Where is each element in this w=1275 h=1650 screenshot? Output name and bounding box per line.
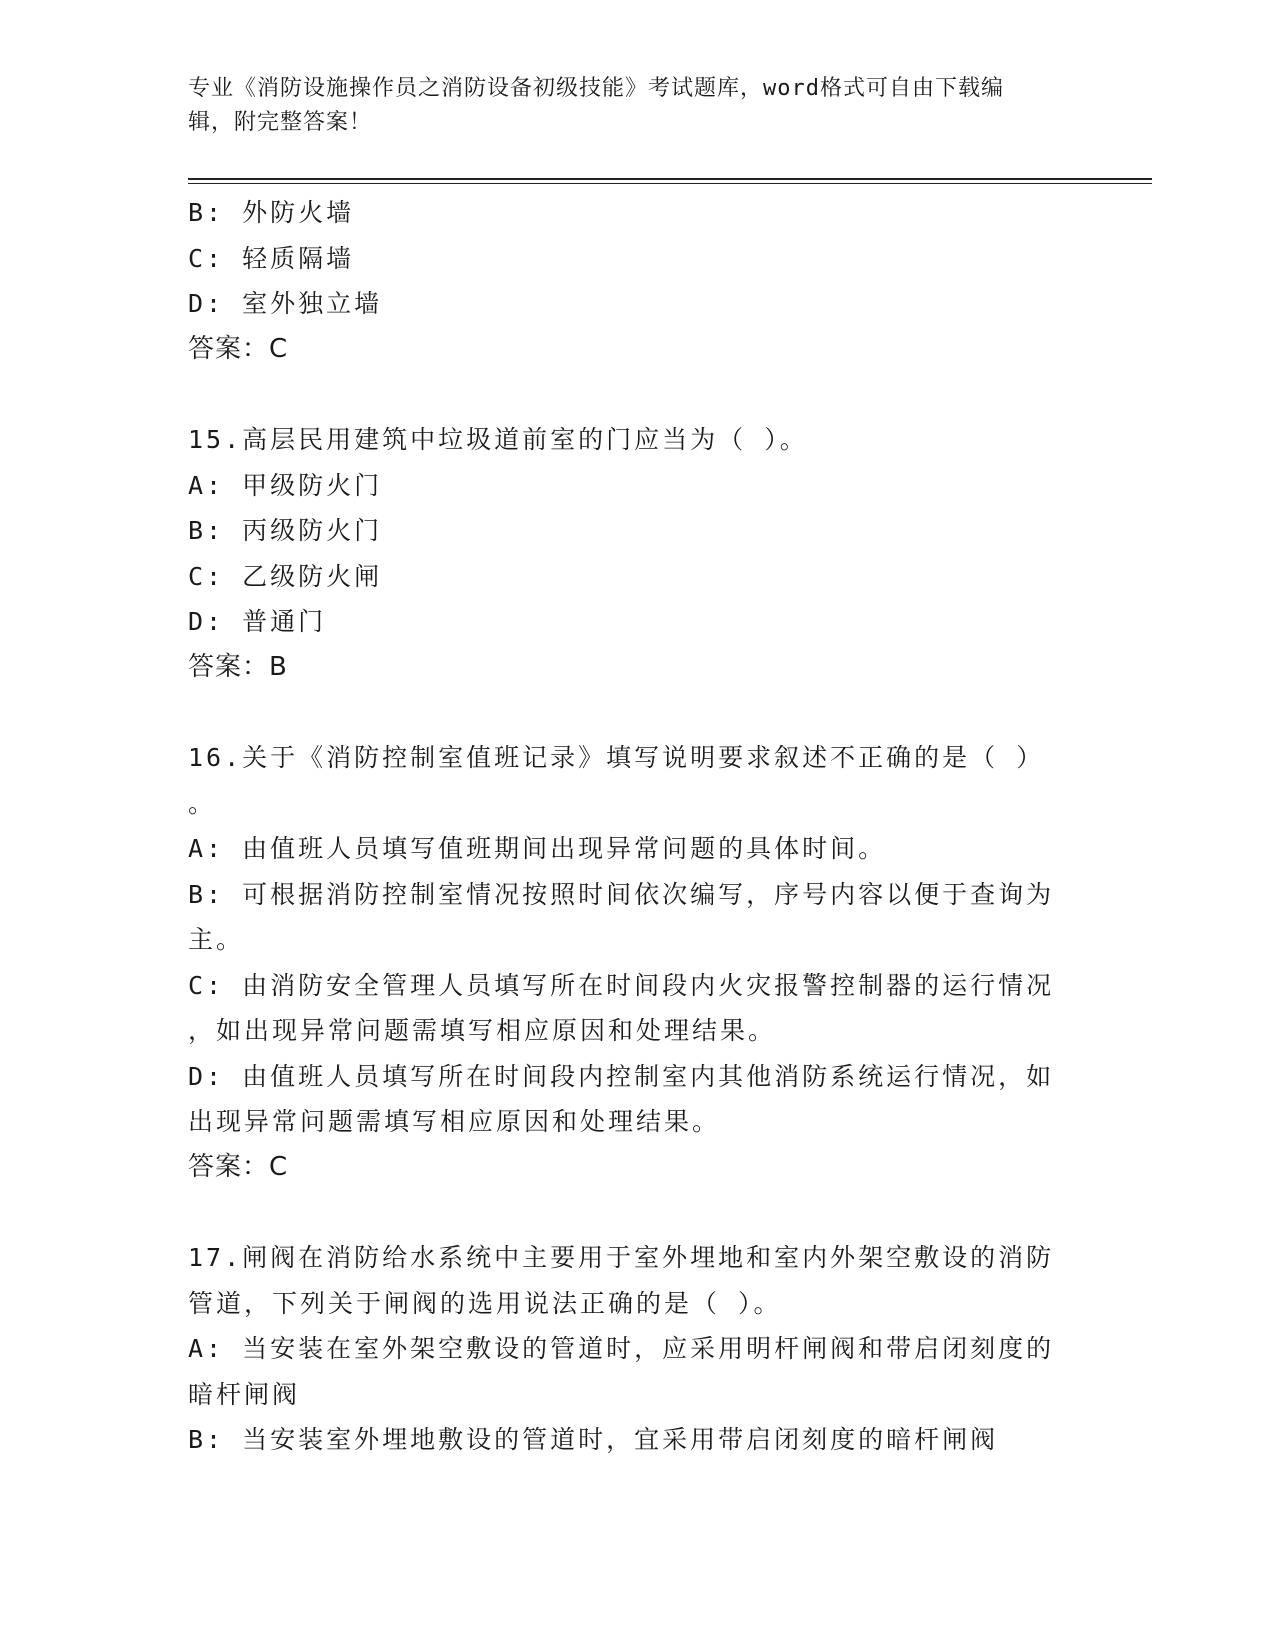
q15-option-b: B: 丙级防火门 <box>188 516 383 545</box>
q16-option-c-line-1: C: 由消防安全管理人员填写所在时间段内火灾报警控制器的运行情况 <box>188 970 1055 1000</box>
q16-option-d-line-2: 出现异常问题需填写相应原因和处理结果。 <box>188 1107 721 1136</box>
q17-option-a-line-1: A: 当安装在室外架空敷设的管道时，应采用明杆闸阀和带启闭刻度的 <box>188 1334 1055 1363</box>
question-15-block <box>188 417 1088 690</box>
q15-option-a: A: 甲级防火门 <box>188 470 383 500</box>
header-rule-thick <box>188 178 1152 180</box>
q15-option-c: C: 乙级防火闸 <box>188 561 383 591</box>
q15-option-d: D: 普通门 <box>188 607 327 636</box>
header-rule-thin <box>188 183 1152 184</box>
spacer <box>188 1190 1088 1235</box>
q16-option-a: A: 由值班人员填写值班期间出现异常问题的具体时间。 <box>188 834 887 863</box>
header-line-1: 专业《消防设施操作员之消防设备初级技能》考试题库，word格式可自由下载编 <box>188 76 1004 101</box>
q16-option-b-line-2: 主。 <box>188 925 245 954</box>
spacer <box>188 372 1088 417</box>
q14-answer: 答案：C <box>188 333 289 364</box>
q17-stem-line-1: 17.闸阀在消防给水系统中主要用于室外埋地和室内外架空敷设的消防 <box>188 1243 1055 1272</box>
question-14-block <box>188 190 1088 372</box>
q16-option-c-line-2: ，如出现异常问题需填写相应原因和处理结果。 <box>188 1016 777 1045</box>
q14-option-b: B: 外防火墙 <box>188 198 355 227</box>
q14-option-d: D: 室外独立墙 <box>188 289 383 318</box>
q17-option-a-line-2: 暗杆闸阀 <box>188 1379 301 1409</box>
question-17-block <box>188 1235 1088 1463</box>
q17-option-b: B: 当安装室外埋地敷设的管道时，宜采用带启闭刻度的暗杆闸阀 <box>188 1425 999 1454</box>
q17-stem-line-2: 管道，下列关于闸阀的选用说法正确的是（ ）。 <box>188 1288 782 1318</box>
q15-answer: 答案：B <box>188 651 288 682</box>
question-content <box>188 190 1088 1463</box>
q16-answer: 答案：C <box>188 1151 289 1182</box>
question-16-block <box>188 735 1088 1190</box>
q15-stem: 15.高层民用建筑中垃圾道前室的门应当为（ ）。 <box>188 425 808 454</box>
q16-option-b-line-1: B: 可根据消防控制室情况按照时间依次编写，序号内容以便于查询为 <box>188 879 1055 909</box>
q14-option-c: C: 轻质隔墙 <box>188 243 355 273</box>
document-header <box>188 72 1068 140</box>
spacer <box>188 690 1088 735</box>
q16-stem-line-2: 。 <box>188 788 217 818</box>
q16-stem-line-1: 16.关于《消防控制室值班记录》填写说明要求叙述不正确的是（ ） <box>188 743 1045 772</box>
q16-option-d-line-1: D: 由值班人员填写所在时间段内控制室内其他消防系统运行情况，如 <box>188 1061 1055 1091</box>
header-line-2: 辑，附完整答案！ <box>188 110 373 135</box>
